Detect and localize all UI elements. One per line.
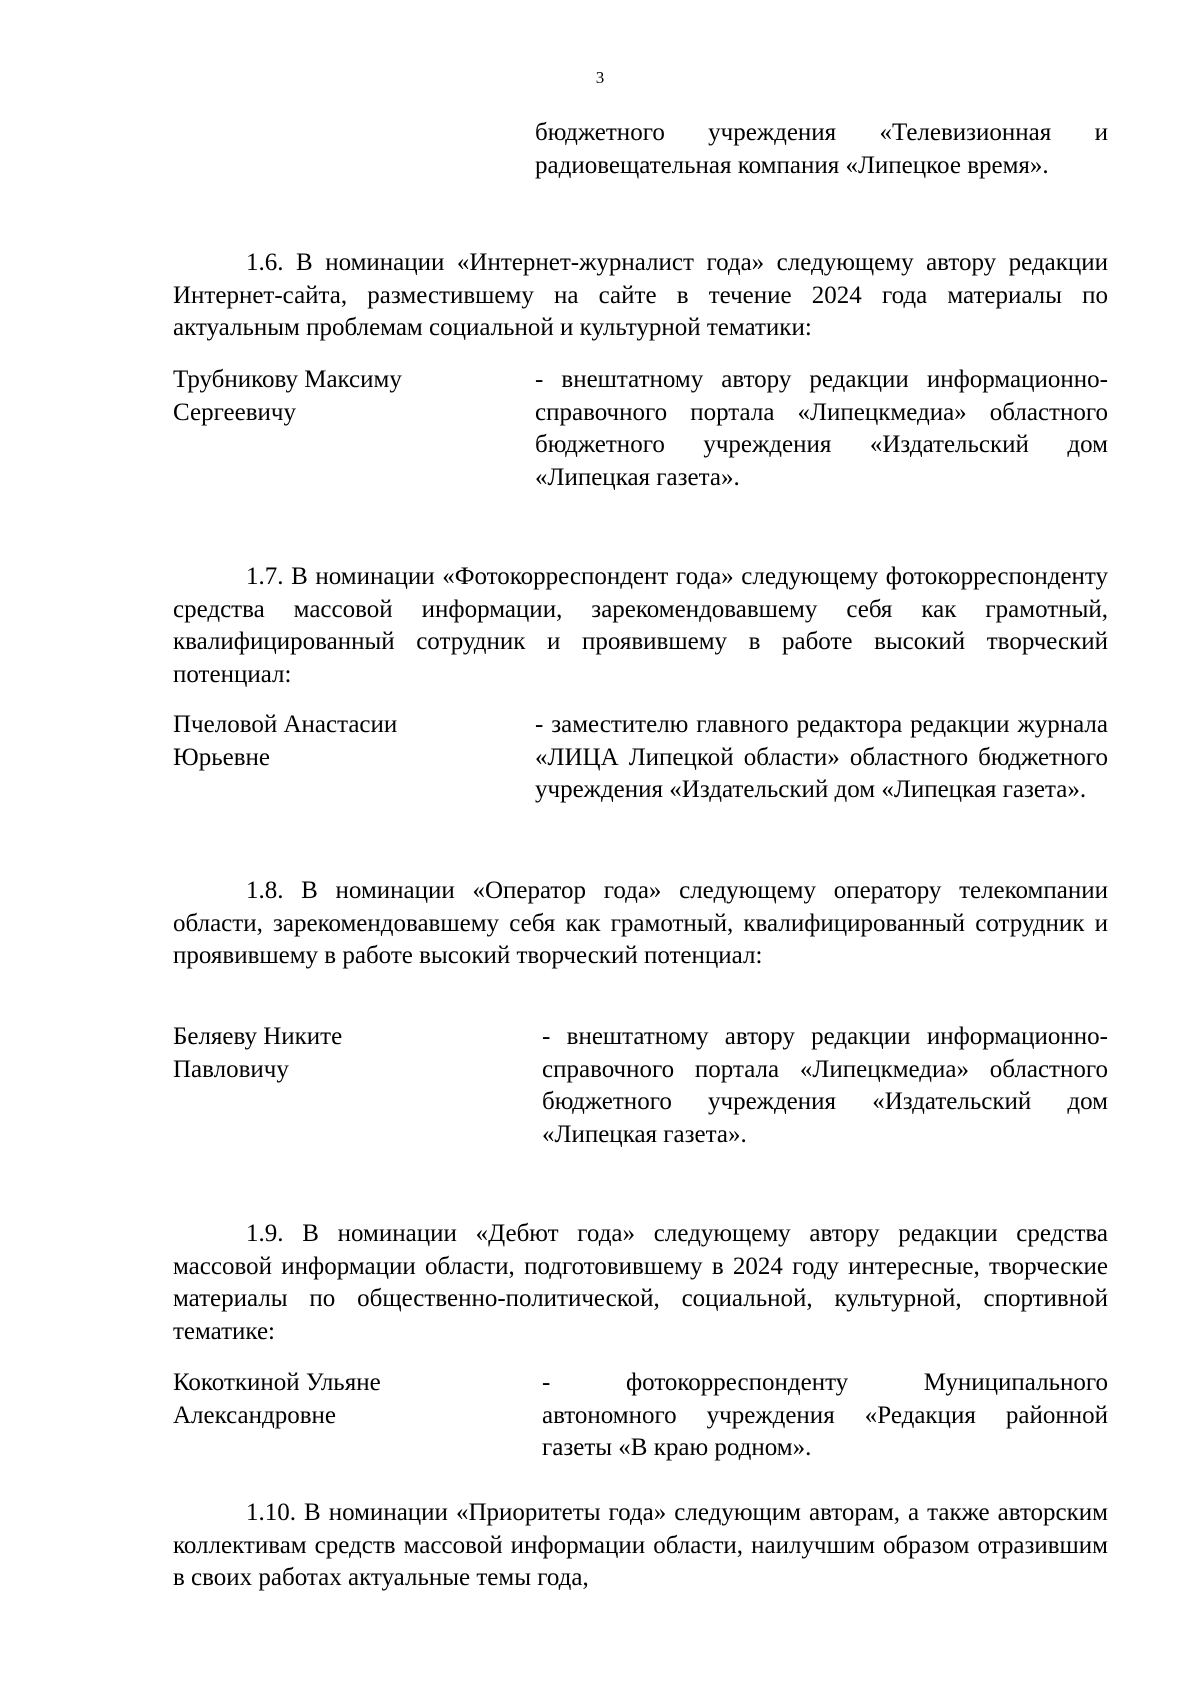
awardee-description-1-8: - внештатному автору редакции информационно-справочного портала «Липецкмедиа» областного бюджетного учреждения «Издательский дом «Липецкая газета». [542, 1023, 1108, 1148]
awardee-patronymic: Павловичу [173, 1055, 289, 1083]
awardee-description-1-6: - внештатному автору редакции информационно-справочного портала «Липецкмедиа» областного бюджетного учреждения «Издательский дом «Липецкая газета». [535, 366, 1108, 491]
awardee-description-1-9: - фотокорреспонденту Муниципального автономного учреждения «Редакция районной газеты «В краю родном». [542, 1369, 1108, 1461]
awardee-surname: Беляеву Никите [173, 1023, 343, 1050]
page-number: 3 [595, 68, 605, 87]
awardee-patronymic: Сергеевичу [173, 398, 296, 426]
awardee-name-1-8 [173, 1021, 503, 1086]
awardee-name-1-9 [173, 1367, 503, 1432]
awardee-patronymic: Юрьевне [173, 743, 270, 771]
paragraph-1-6: 1.6. В номинации «Интернет-журналист года» следующему автору редакции Интернет-сайта, разместившему на сайте в течение 2024 года материалы по актуальным проблемам социальной и культурной тематики: [173, 249, 1108, 341]
awardee-description-1-7: - заместителю главного редактора редакции журнала «ЛИЦА Липецкой области» областного бюджетного учреждения «Издательский дом «Липецкая газета». [535, 711, 1108, 803]
paragraph-1-9: 1.9. В номинации «Дебют года» следующему автору редакции средства массовой информации области, подготовившему в 2024 году интересные, творческие материалы по общественно-политической, социальной, культурной, спортивной тематике: [173, 1220, 1108, 1345]
awardee-name-1-7 [173, 709, 503, 774]
awardee-surname: Пчеловой Анастасии [173, 711, 398, 738]
paragraph-1-8: 1.8. В номинации «Оператор года» следующему оператору телекомпании области, зарекомендовавшему себя как грамотный, квалифицированный сотрудник и проявившему в работе высокий творческий потенциал: [173, 877, 1108, 969]
paragraph-1-10: 1.10. В номинации «Приоритеты года» следующим авторам, а также авторским коллективам средств массовой информации области, наилучшим образом отразившим в своих работах актуальные темы года, [173, 1499, 1108, 1591]
awardee-surname: Трубникову Максиму [173, 366, 402, 393]
awardee-surname: Кокоткиной Ульяне [173, 1369, 381, 1396]
intro-continuation: бюджетного учреждения «Телевизионная и радиовещательная компания «Липецкое время». [535, 119, 1108, 179]
paragraph-1-7: 1.7. В номинации «Фотокорреспондент года» следующему фотокорреспонденту средства массовой информации, зарекомендовавшему себя как грамотный, квалифицированный сотрудник и проявившему в работе высокий творческий потенциал: [173, 563, 1108, 688]
awardee-patronymic: Александровне [173, 1401, 337, 1429]
awardee-name-1-6 [173, 364, 503, 429]
